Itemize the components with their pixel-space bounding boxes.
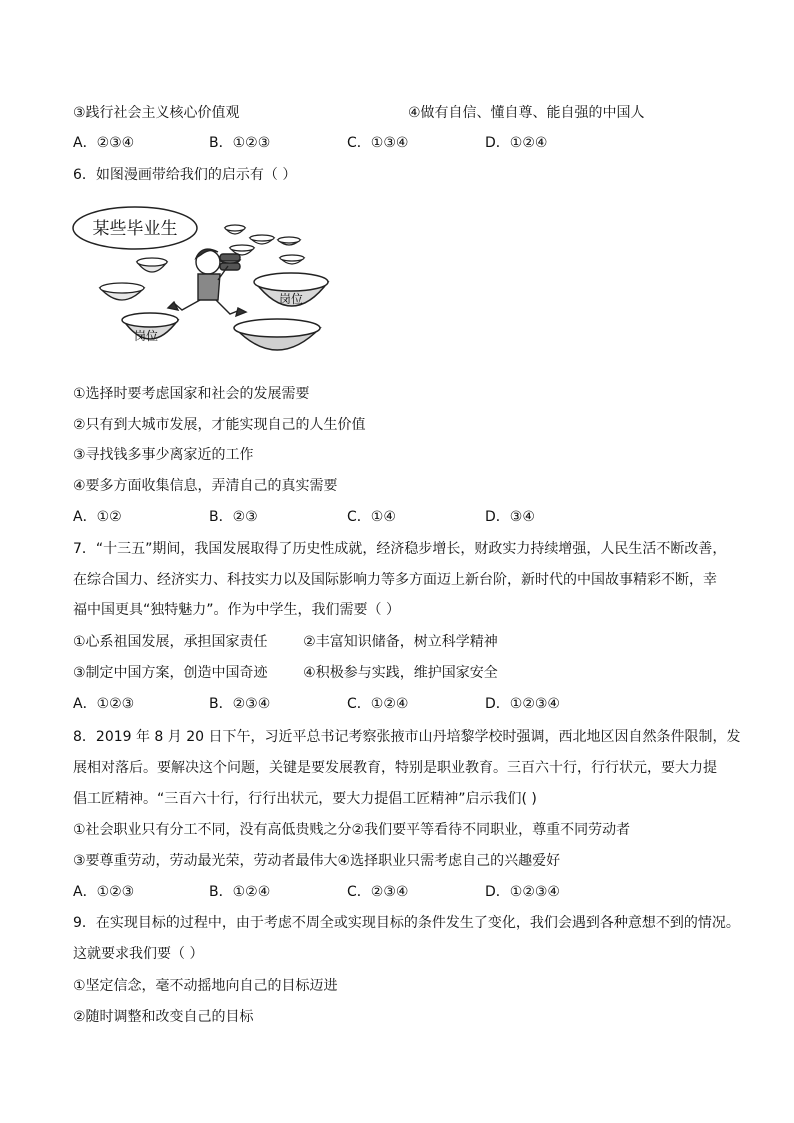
q5-option-b: B．①②③	[209, 135, 271, 151]
q6-item-2: ②只有到大城市发展，才能实现自己的人生价值	[73, 417, 366, 433]
q6-item-1: ①选择时要考虑国家和社会的发展需要	[73, 386, 310, 402]
graduate-figure	[168, 249, 246, 316]
q7-option-d: D．①②③④	[485, 696, 560, 712]
q7-option-a: A．①②③	[73, 696, 135, 712]
q8-items-row-2: ③要尊重劳动，劳动最光荣，劳动者最伟大④选择职业只需考虑自己的兴趣爱好	[73, 853, 561, 869]
cartoon-graduate-bowls	[70, 200, 330, 365]
q5-option-d: D．①②④	[485, 135, 548, 151]
bowl-bottom-right	[234, 319, 320, 350]
q7-option-b: B．②③④	[209, 696, 271, 712]
q9-item-1: ①坚定信念，毫不动摇地向自己的目标迈进	[73, 978, 338, 994]
side-bowls	[100, 258, 167, 300]
speech-bubble-text: 某些毕业生	[92, 219, 178, 239]
big-bowl-right	[254, 273, 328, 306]
cartoon-illustration	[70, 200, 330, 365]
q7-stem-line-3: 福中国更具“独特魅力”。作为中学生，我们需要（ ）	[73, 602, 400, 618]
q6-item-3: ③寻找钱多事少离家近的工作	[73, 447, 254, 463]
q6-item-4: ④要多方面收集信息，弄清自己的真实需要	[73, 478, 338, 494]
q5-option-c: C．①③④	[347, 135, 409, 151]
q6-option-c: C．①④	[347, 509, 396, 525]
q8-option-a: A．①②③	[73, 884, 135, 900]
q7-items-row-1: ①心系祖国发展，承担国家责任 ②丰富知识储备，树立科学精神	[73, 634, 498, 650]
q8-items-row-1: ①社会职业只有分工不同，没有高低贵贱之分②我们要平等看待不同职业，尊重不同劳动者	[73, 822, 631, 838]
q9-stem-line-1: 9．在实现目标的过程中，由于考虑不周全或实现目标的条件发生了变化，我们会遇到各种意想不到的情况。	[73, 915, 740, 931]
q7-stem-line-1: 7．“十三五”期间，我国发展取得了历史性成就，经济稳步增长，财政实力持续增强，人民生活不断改善，	[73, 541, 727, 557]
q8-option-b: B．①②④	[209, 884, 271, 900]
q8-option-d: D．①②③④	[485, 884, 560, 900]
q7-option-c: C．①②④	[347, 696, 409, 712]
bowl-label-left: 岗位	[133, 329, 159, 343]
q9-item-2: ②随时调整和改变自己的目标	[73, 1009, 254, 1025]
q6-option-a: A．①②	[73, 509, 122, 525]
bowl-bottom-left	[122, 313, 178, 343]
q7-stem-line-2: 在综合国力、经济实力、科技实力以及国际影响力等多方面迈上新台阶，新时代的中国故事精彩不断，幸	[73, 572, 717, 588]
q7-items-row-2: ③制定中国方案，创造中国奇迹 ④积极参与实践，维护国家安全	[73, 665, 498, 681]
q8-stem-line-2: 展相对落后。要解决这个问题，关键是要发展教育，特别是职业教育。三百六十行，行行状元，要大力提	[73, 760, 717, 776]
q6-option-d: D．③④	[485, 509, 535, 525]
q9-stem-line-2: 这就要求我们要（ ）	[73, 946, 204, 962]
q5-item-3: ③践行社会主义核心价值观	[73, 105, 240, 121]
q5-option-a: A．②③④	[73, 135, 135, 151]
q8-stem-line-3: 倡工匠精神。“三百六十行，行行出状元，要大力提倡工匠精神”启示我们( )	[73, 791, 537, 807]
q8-stem-line-1: 8．2019 年 8 月 20 日下午，习近平总书记考察张掖市山丹培黎学校时强调，西北地区因自然条件限制，发	[73, 729, 741, 745]
q8-option-c: C．②③④	[347, 884, 409, 900]
q6-stem: 6．如图漫画带给我们的启示有（ ）	[73, 167, 297, 183]
q5-item-4: ④做有自信、懂自尊、能自强的中国人	[408, 105, 645, 121]
q6-option-b: B．②③	[209, 509, 258, 525]
bowl-label-right: 岗位	[278, 292, 304, 306]
